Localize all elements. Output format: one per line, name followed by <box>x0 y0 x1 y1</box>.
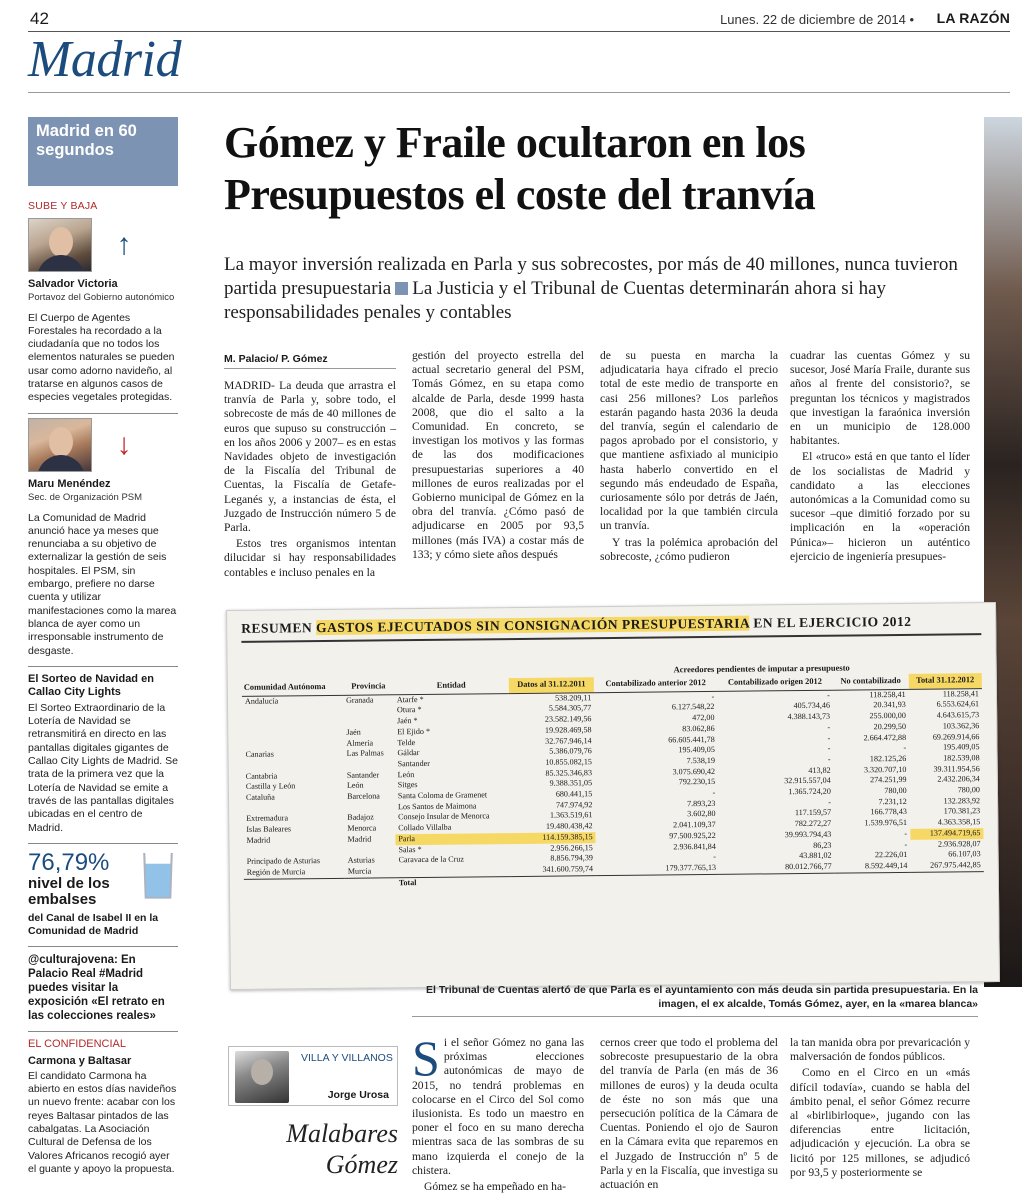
publication-logo: LA RAZÓN <box>936 10 1010 26</box>
table-cell: Cantabria <box>245 771 278 781</box>
opinion-title: Malabares Gómez <box>286 1119 398 1179</box>
table-cell <box>344 759 395 770</box>
table-cell: - <box>827 690 830 700</box>
author-face <box>251 1059 273 1085</box>
column-header: No contabilizado <box>833 674 909 690</box>
budget-table <box>242 673 984 890</box>
table-cell <box>596 874 719 886</box>
table-cell: Atarfe * <box>396 694 424 704</box>
arrow-down-icon: ↓ <box>116 427 132 461</box>
article-byline: M. Palacio/ P. Gómez <box>224 353 328 365</box>
sube-baja-label: SUBE Y BAJA <box>28 200 98 212</box>
table-cell: 1.363.519,61 <box>549 810 593 821</box>
column-header: Comunidad Autónoma <box>242 680 343 696</box>
table-cell <box>343 716 394 727</box>
paragraph: Y tras la polémica aprobación del sobrecoste, ¿cómo pudieron <box>600 535 778 563</box>
table-cell: 118.258,41 <box>942 688 979 699</box>
table-cell: 2.956.266,15 <box>550 842 593 853</box>
table-cell: Castilla y León <box>245 781 296 792</box>
person1-photo <box>28 218 92 272</box>
table-cell: - <box>904 828 908 838</box>
table-cell: Jaén <box>346 727 361 737</box>
table-cell: 8.592.449,14 <box>864 860 908 871</box>
table-cell: Salas * <box>398 844 422 854</box>
person2-text: La Comunidad de Madrid anunció hace ya meses que renunciaba a su objetivo de externalizar la gestión de seis hospitales. El PSM, sin embargo, prefiere no darse cuenta y utilizar manifestaciones como la marea blanca de ayer como un irresponsable instrumento de desgaste. <box>28 511 177 657</box>
table-cell: 170.381,23 <box>943 806 981 816</box>
article-headline: Gómez y Fraile ocultaron en los Presupuestos el coste del tranvía <box>224 118 816 219</box>
table-cell: Canarias <box>245 749 274 760</box>
table-cell: - <box>904 839 908 849</box>
table-cell: 132.283,92 <box>943 795 981 806</box>
section-title: Madrid <box>28 31 181 88</box>
table-cell: 9.388.351,05 <box>549 778 593 788</box>
table-cell: 3.602,80 <box>687 809 716 819</box>
sorteo-text: El Sorteo Extraordinario de la Lotería de Navidad se retransmitirá en directo en las pantallas digitales gigantes de Callao City Lights de Madrid. Se trata de la primera vez que la Lotería de Navidad se emite a través de las pantallas digitales ubicadas en el centro de Madrid. <box>28 701 178 834</box>
table-cell: 2.664.472,88 <box>863 732 907 742</box>
table-cell: - <box>827 743 831 753</box>
square-bullet-icon <box>395 282 408 295</box>
date-text: Lunes. 22 de diciembre de 2014 <box>720 12 906 27</box>
paragraph: MADRID- La deuda que arrastra el tranvía de Parla y, sobre todo, el sobrecoste de más de 40 millones de euros que supuso su construcción –en los años 2006 y 2007– es en estas Navidades objeto de investigación de la Fiscalía del Tribunal de Cuentas, la Fiscalía de Getafe-Leganés y, a instancias de ésta, el Juzgado de Instrucción número 5 de Parla. <box>224 379 396 535</box>
confidencial-title: Carmona y Baltasar <box>28 1055 132 1068</box>
table-cell: 117.159,57 <box>794 808 832 818</box>
sidebar-divider <box>28 413 178 414</box>
table-cell: Gáldar <box>397 748 420 758</box>
table-cell: 32.767.946,14 <box>545 735 592 746</box>
table-cell: 4.388.143,73 <box>787 711 831 722</box>
table-cell <box>345 845 396 856</box>
page-number: 42 <box>30 9 49 28</box>
table-cell: 1.539.976,51 <box>864 818 908 828</box>
table-cell: 195.409,05 <box>943 742 980 752</box>
person2-name: Maru Menéndez <box>28 477 111 490</box>
table-cell: Madrid <box>347 834 372 844</box>
table-cell: Andalucía <box>244 696 279 706</box>
table-cell: Asturias <box>347 855 375 866</box>
column-header: Entidad <box>394 678 509 694</box>
table-cell: 86,23 <box>813 840 832 850</box>
table-cell: Las Palmas <box>346 748 384 759</box>
table-cell: 23.582.149,56 <box>544 714 592 724</box>
table-cell: 114.159.385,15 <box>510 832 595 844</box>
table-cell: 782.272,27 <box>794 818 832 829</box>
table-cell: Madrid <box>246 835 271 845</box>
column-header: Total 31.12.2012 <box>908 673 981 689</box>
table-cell: 472,00 <box>692 713 715 723</box>
paragraph: cernos creer que todo el problema del sobrecoste presupuestario de la obra del tranvía de Parla (en más de 36 millones de euros) y la deuda oculta de éste no son más que una persecución política de la Cámara de Cuentas. Poniendo el ojo de Sauron en la Cámara evita que reparemos en el Juzgado de Instrucción nº 5 de Parla y en la Fiscalía, que investiga su actuación en <box>600 1036 778 1192</box>
table-cell: 19.928.469,58 <box>544 725 592 735</box>
table-cell: 118.258,41 <box>869 689 906 700</box>
table-title-prefix: RESUMEN <box>241 620 317 636</box>
table-cell: 780,00 <box>957 785 981 795</box>
table-cell: Menorca <box>347 823 377 833</box>
column-header: Datos al 31.12.2011 <box>509 677 595 693</box>
sidebar-divider <box>28 946 178 947</box>
confidencial-label: EL CONFIDENCIAL <box>28 1037 127 1050</box>
table-cell: 2.936.928,07 <box>937 838 981 849</box>
table-cell: - <box>712 787 716 797</box>
table-cell: 538.209,11 <box>555 692 592 703</box>
table-cell: 5.584.305,77 <box>548 703 592 714</box>
column-header: Contabilizado anterior 2012 <box>594 676 717 692</box>
table-cell: Islas Baleares <box>246 824 292 834</box>
table-cell: 6.553.624,61 <box>936 699 980 710</box>
table-cell: 7.538,19 <box>686 755 716 766</box>
table-cell: 2.936.841,84 <box>673 841 716 851</box>
table-cell: León <box>346 780 364 791</box>
table-cell: 1.365.724,20 <box>788 786 831 797</box>
table-cell: Murcia <box>347 866 372 876</box>
table-cell: 4.363.358,15 <box>937 817 981 827</box>
table-cell: Santander <box>397 758 430 769</box>
person2-face <box>49 427 73 457</box>
table-cell: 66.605.441,78 <box>668 734 715 744</box>
table-cell: Almería <box>346 738 374 748</box>
table-cell: 413,82 <box>808 765 831 775</box>
sidebar-divider <box>28 843 178 844</box>
table-cell: Total <box>396 876 511 888</box>
table-cell: 39.993.794,43 <box>784 829 832 840</box>
paragraph: Como en el Circo en un «más difícil todavía», cuando se habla del ámbito penal, el señor Gómez recurre al «birlibirloque», jugando con las diferencias entre licitación, adjudicación y ejecución. La obra se licitó por 125 millones, se adjudicó por 93,5 y posteriormente se <box>790 1066 970 1179</box>
person1-name: Salvador Victoria <box>28 277 118 290</box>
photo-caption: El Tribunal de Cuentas alertó de que Parla es el ayuntamiento con más deuda sin partida presupuestaria. En la imagen, el ex alcalde, Tomás Gómez, ayer, en la «marea blanca» <box>426 984 978 1010</box>
table-cell: 680.441,15 <box>555 789 593 799</box>
table-cell: - <box>711 691 715 701</box>
article-column-2 <box>412 349 584 562</box>
table-cell: 4.643.615,73 <box>936 710 980 720</box>
table-cell: 8.856.794,39 <box>550 853 593 863</box>
table-cell: Telde <box>397 737 416 747</box>
table-body <box>242 688 984 890</box>
table-cell: 20.341,93 <box>873 700 906 710</box>
table-cell: 43.881,02 <box>799 850 832 861</box>
table-cell: 10.855.082,15 <box>545 757 592 767</box>
table-cell: 83.062,86 <box>682 723 715 734</box>
byline-rule <box>224 368 396 369</box>
table-cell: - <box>828 797 832 807</box>
person2-row <box>28 418 178 472</box>
opinion-author-box <box>228 1046 398 1106</box>
table-cell <box>835 872 911 884</box>
table-cell: 20.299,50 <box>873 721 907 732</box>
table-cell: 255.000,00 <box>869 711 906 721</box>
table-cell <box>345 877 396 889</box>
reservoir-label: nivel de los embalses <box>28 874 110 908</box>
table-cell: 792.230,15 <box>678 777 716 787</box>
paragraph: Estos tres organismos intentan dilucidar si hay responsabilidades contables e incluso penales en la <box>224 537 396 579</box>
table-cell <box>719 873 835 885</box>
table-cell: 66.107,03 <box>948 849 981 859</box>
table-title-suffix: EN EL EJERCICIO 2012 <box>749 613 912 631</box>
table-cell: 7.231,12 <box>878 796 907 806</box>
table-cell: 3.320.707,10 <box>863 764 907 774</box>
table-cell <box>511 875 597 887</box>
table-cell: Región de Murcia <box>246 867 306 877</box>
sidebar-divider <box>28 1031 178 1032</box>
reservoir-stat-text <box>28 850 144 908</box>
table-cell: - <box>827 754 831 764</box>
table-cell: 166.778,43 <box>870 807 907 817</box>
person1-text: El Cuerpo de Agentes Forestales ha recordado a la ciudadanía que no todos los elementos naturales se pueden usar como adorno navideño, al tratarse en algunos casos de especies vegetales protegidas. <box>28 311 175 404</box>
culture-tweet: @culturajovena: En Palacio Real #Madrid puedes visitar la exposición «El retrato en las colecciones reales» <box>28 953 165 1022</box>
section-rule <box>28 92 1010 93</box>
table-cell: - <box>827 722 831 732</box>
table-group-header: Acreedores pendientes de imputar a presupuesto <box>673 662 850 675</box>
sorteo-title: El Sorteo de Navidad en Callao City Lights <box>28 672 154 699</box>
table-cell: Collado Villalba <box>398 822 452 833</box>
column-header: Contabilizado origen 2012 <box>717 675 833 691</box>
table-cell: 85.325.346,83 <box>545 767 593 778</box>
person2-body <box>37 455 85 472</box>
table-cell: Barcelona <box>347 791 380 801</box>
opinion-section-label: VILLA Y VILLANOS <box>301 1052 393 1064</box>
article-column-3 <box>600 349 778 564</box>
person1-face <box>49 227 73 257</box>
opinion-column-1 <box>412 1030 584 1194</box>
table-cell: 274.251,99 <box>870 775 907 785</box>
table-cell: 39.311.954,56 <box>933 763 980 774</box>
table-cell: Badajoz <box>347 812 374 823</box>
paragraph: cuadrar las cuentas Gómez y su sucesor, José María Fraile, durante sus años al frente del consistorio?, se preguntan los técnicos y magistrados que investigan la faraónica inversión en un municipio de 128.000 habitantes. <box>790 349 970 448</box>
table-cell: Principado de Asturias <box>246 856 321 867</box>
dropcap: S <box>412 1030 440 1086</box>
paragraph: gestión del proyecto estrella del actual secretario general del PSM, Tomás Gómez, en su etapa como alcalde de Parla, desde 1999 hasta 2008, que dio el salto a la Comunidad. En concreto, se investigan los motivos y las formas de las dos modificaciones presupuestarias superiores a 40 millones de euros realizadas por el Gobierno municipal de Gómez en la obra del tranvía. ¿Cómo pasó de adjudicarse en 2005 por 93,5 millones (más IVA) a costar más de 133; y cómo siete años después <box>412 349 584 561</box>
person1-role: Portavoz del Gobierno autonómico <box>28 292 175 303</box>
column-header: Provincia <box>343 679 394 695</box>
article-subhead <box>224 253 964 325</box>
table-cell: - <box>827 733 831 743</box>
table-cell: 22.226,01 <box>874 850 908 860</box>
article-column-1 <box>224 379 396 580</box>
table-cell: Sitges <box>397 780 418 790</box>
water-level <box>146 864 171 897</box>
opinion-column-2 <box>600 1036 778 1192</box>
arrow-up-icon: ↑ <box>116 227 132 261</box>
date-bullet: • <box>909 12 914 27</box>
table-cell: Los Santos de Maimona <box>397 801 477 811</box>
sidebar <box>28 117 178 1176</box>
table-cell: - <box>903 743 907 753</box>
table-cell: León <box>397 769 415 779</box>
paragraph <box>412 1030 584 1178</box>
page-date <box>720 12 914 27</box>
paragraph: de su puesta en marcha la adjudicataria haya cifrado el precio total de este medio de transporte en casi 256 millones? Los parleños estarán pagando hasta 2036 la deuda del tranvía, según el calendario de pagos aprobado por el consistorio, y que mantiene asfixiado al municipio hasta haberlo convertido en el segundo más endeudado de España, curiosamente sólo por detrás de Jaén, localidad por la que también circula un tranvía. <box>600 349 778 533</box>
person1-body <box>37 255 85 272</box>
table-cell: - <box>713 852 717 862</box>
table-cell: 137.494.719,65 <box>910 828 983 839</box>
table-cell: Consejo Insular de Menorca <box>398 811 490 822</box>
person2-photo <box>28 418 92 472</box>
subhead-part-1: La mayor inversión realizada en Parla y sus sobrecostes, por más de 40 millones, nunca tuvieron partida presupuestaria <box>224 254 958 299</box>
opinion-author: Jorge Urosa <box>327 1089 389 1101</box>
table-cell: 182.125,26 <box>869 753 907 764</box>
person1-row <box>28 218 178 272</box>
table-cell: 2.432.206,34 <box>937 774 980 784</box>
table-cell: Parla <box>395 833 510 845</box>
paragraph: El «truco» está en que tanto el líder de los socialistas de Madrid y candidato a las elecciones autonómicas a la Comunidad como su sucesor –que dimitió forzado por su implicación en la «operación Púnica»– hicieron un auténtico ejercicio de ingeniería presupues- <box>790 450 970 563</box>
table-cell: 5.386.079,76 <box>549 746 592 756</box>
table-cell: 405.734,46 <box>793 701 831 711</box>
person2-role: Sec. de Organización PSM <box>28 492 143 504</box>
table-cell: 32.915.557,04 <box>784 776 831 786</box>
confidencial-text: El candidato Carmona ha abierto en estos días navideños un nuevo frente: acabar con los reyes Baltasar pintados de las cabalgatas. La Asociación Cultural de Defensa de los Valores Africanos recogió ayer el guante y apoyo la propuesta. <box>28 1069 177 1175</box>
table-cell: Granada <box>345 695 374 705</box>
reservoir-stat <box>28 850 178 908</box>
caption-rule <box>412 1016 978 1017</box>
reservoir-percentage: 76,79% <box>28 848 110 876</box>
table-cell: 3.075.690,42 <box>672 766 716 776</box>
budget-table-image <box>226 602 1000 990</box>
subhead-part-2: La Justicia y el Tribunal de Cuentas determinarán ahora si hay responsabilidades penales y contables <box>224 278 887 323</box>
table-cell: Otura * <box>396 705 422 715</box>
paragraph: la tan manida obra por prevaricación y malversación de fondos públicos. <box>790 1036 970 1064</box>
table-cell: Caravaca de la Cruz <box>398 854 464 865</box>
table-cell: 69.269.914,66 <box>932 731 980 742</box>
paragraph: Gómez se ha empeñado en ha- <box>424 1180 566 1194</box>
opinion-column-3 <box>790 1036 970 1180</box>
table-cell: 6.127.548,22 <box>671 702 715 712</box>
water-glass-icon <box>143 853 173 899</box>
table-cell <box>244 878 345 890</box>
sidebar-box-title: Madrid en 60 segundos <box>28 117 178 186</box>
table-cell: Santander <box>346 770 380 780</box>
table-cell: 19.480.438,42 <box>545 821 593 831</box>
table-cell: 267.975.442,85 <box>930 860 981 870</box>
table-cell <box>343 706 394 717</box>
table-cell: Extremadura <box>246 813 289 824</box>
paragraph-text: i el señor Gómez no gana las próximas elecciones autonómicas de mayo de 2015, no tendrá problemas en colocarse en el Circo del Sol como ilusionista. Es todo un maestro en poner el foco en su mano derecha mientras saca de las sombras de su mano izquierda el conejo de la chistera. <box>412 1036 584 1177</box>
table-cell: Jaén * <box>397 716 418 726</box>
table-cell: 747.974,92 <box>555 799 593 810</box>
table-cell <box>344 802 395 813</box>
article-column-4 <box>790 349 970 564</box>
table-cell: 780,00 <box>884 785 907 796</box>
table-cell: 195.409,05 <box>678 745 715 755</box>
reservoir-source: del Canal de Isabel II en la Comunidad de Madrid <box>28 911 159 937</box>
table-cell: 182.539,08 <box>943 753 980 763</box>
author-photo <box>235 1051 289 1103</box>
table-cell: Cataluña <box>245 792 275 802</box>
table-cell <box>911 871 984 883</box>
table-title-highlight: GASTOS EJECUTADOS SIN CONSIGNACIÓN PRESUPUESTARIA <box>316 615 750 636</box>
table-cell: 2.041.109,37 <box>673 820 716 830</box>
table-cell: 103.362,36 <box>942 720 980 731</box>
table-cell: 7.893,23 <box>687 798 716 808</box>
table-cell: 179.377.765,13 <box>665 862 717 873</box>
table-cell: Santa Coloma de Gramenet <box>397 790 488 801</box>
table-cell: 341.600.759,74 <box>542 864 594 874</box>
table-cell: 97.500.925,22 <box>669 830 716 841</box>
table-cell: 80.012.766,77 <box>785 861 832 872</box>
sidebar-divider <box>28 666 178 667</box>
table-cell: El Ejido * <box>397 726 431 737</box>
